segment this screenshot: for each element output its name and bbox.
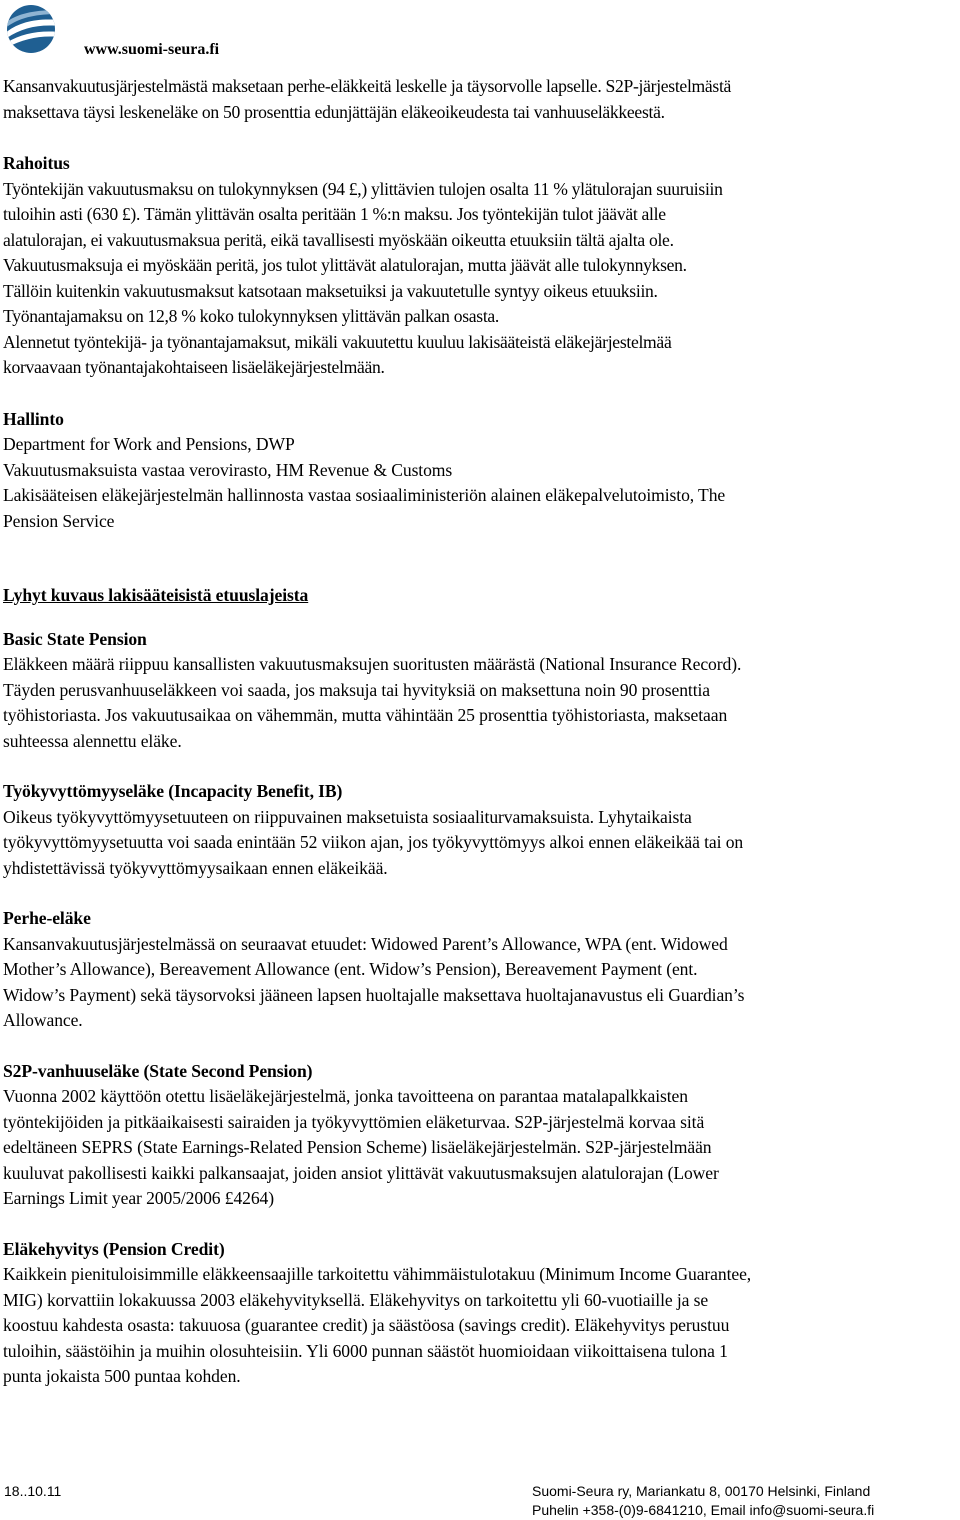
text-line: Kansanvakuutusjärjestelmästä maksetaan perhe-eläkkeitä leskelle ja täysorvolle lapselle. S2P-järjestelmästä: [3, 76, 732, 96]
s2p-heading: S2P-vanhuuseläke (State Second Pension): [3, 1060, 313, 1081]
hallinto-heading: Hallinto: [3, 408, 64, 429]
site-url: www.suomi-seura.fi: [84, 41, 220, 58]
text-line: suhteessa alennettu eläke.: [3, 730, 182, 751]
text-line: Oikeus työkyvyttömyysetuuteen on riippuvainen maksetuista sosiaaliturvamaksuista. Lyhytaikaista: [3, 806, 692, 827]
text-line: Vakuutusmaksuja ei myöskään peritä, jos tulot ylittävät alatulorajan, mutta jäävät alle tulokynnyksen.: [3, 255, 687, 275]
basic-state-pension-heading: Basic State Pension: [3, 628, 147, 649]
suomi-seura-logo-icon: [6, 4, 56, 54]
text-line: työhistoriasta. Jos vakuutusaikaa on vähemmän, mutta vähintään 25 prosenttia työhistoriasta, maksetaan: [3, 705, 728, 725]
text-line: Allowance.: [3, 1010, 83, 1030]
family-pension-paragraph: [3, 932, 953, 1034]
text-line: Vuonna 2002 käyttöön otettu lisäeläkejärjestelmä, jonka tavoitteena on parantaa matalapalkkaisten: [3, 1086, 688, 1106]
intro-paragraph: [3, 74, 953, 125]
text-line: Kansanvakuutusjärjestelmässä on seuraavat etuudet: Widowed Parent’s Allowance, WPA (ent. Widowed: [3, 933, 728, 954]
text-line: Kaikkein pienituloisimmille eläkkeensaajille tarkoitettu vähimmäistulotakuu (Minimum Income Guarantee,: [3, 1264, 752, 1284]
text-line: Eläkkeen määrä riippuu kansallisten vakuutusmaksujen suoritusten määrästä (National Insurance Record).: [3, 654, 742, 674]
text-line: Työnantajamaksu on 12,8 % koko tulokynnyksen ylittävän palkan osasta.: [3, 306, 500, 326]
basic-state-pension-paragraph: [3, 652, 953, 754]
family-pension-heading: Perhe-eläke: [3, 908, 91, 928]
text-line: työkyvyttömyysetuutta voi saada enintään 52 viikon ajan, jos työkyvyttömyys alkoi ennen eläkeikää tai on: [3, 832, 744, 852]
footer-date: 18..10.11: [4, 1483, 62, 1499]
text-line: MIG) korvattiin lokakuussa 2003 eläkehyvityksellä. Eläkehyvitys on tarkoitettu yli 60-vuotiaille ja se: [3, 1289, 709, 1310]
text-line: Lakisääteisen eläkejärjestelmän hallinnosta vastaa sosiaaliministeriön alainen eläkepalvelutoimisto, The: [3, 485, 726, 505]
text-line: Täyden perusvanhuuseläkkeen voi saada, jos maksuja tai hyvityksiä on maksettuna noin 90 prosenttia: [3, 679, 710, 700]
benefits-section-title: Lyhyt kuvaus lakisääteisistä etuuslajeista: [3, 585, 309, 605]
text-line: yhdistettävissä työkyvyttömyysaikaan ennen eläkeikää.: [3, 857, 388, 878]
text-line: Department for Work and Pensions, DWP: [3, 434, 295, 454]
footer-address: Suomi-Seura ry, Mariankatu 8, 00170 Helsinki, Finland: [532, 1483, 871, 1499]
text-line: Työntekijän vakuutusmaksu on tulokynnyksen (94 £,) ylittävien tulojen osalta 11 % ylätulorajan suuruisiin: [3, 178, 723, 199]
text-line: Earnings Limit year 2005/2006 £4264): [3, 1188, 275, 1208]
page-footer: [0, 1480, 960, 1520]
text-line: Mother’s Allowance), Bereavement Allowance (ent. Widow’s Pension), Bereavement Payment (ent.: [3, 959, 698, 979]
rahoitus-paragraph: [3, 177, 953, 381]
incapacity-benefit-paragraph: [3, 805, 953, 882]
footer-contact: Puhelin +358-(0)9-6841210, Email info@suomi-seura.fi: [532, 1502, 875, 1518]
hallinto-paragraph: [3, 432, 953, 534]
pension-credit-paragraph: [3, 1262, 953, 1390]
rahoitus-heading: Rahoitus: [3, 153, 70, 173]
text-line: tuloihin, säästöihin ja muihin olosuhteisiin. Yli 6000 punnan säästöt huomioidaan viikoittaisena tulona 1: [3, 1340, 728, 1361]
text-line: korvaavaan työnantajakohtaiseen lisäeläkejärjestelmään.: [3, 357, 385, 377]
text-line: Tällöin kuitenkin vakuutusmaksut katsotaan maksetuiksi ja vakuutetulle syntyy oikeus etuuksiin.: [3, 280, 658, 301]
text-line: Alennetut työntekijä- ja työnantajamaksut, mikäli vakuutettu kuuluu lakisääteistä eläkejärjestelmää: [3, 331, 672, 352]
text-line: punta jokaista 500 puntaa kohden.: [3, 1366, 241, 1386]
text-line: tuloihin asti (630 £). Tämän ylittävän osalta peritään 1 %:n maksu. Jos työntekijän tulot jäävät alle: [3, 204, 666, 224]
page-header: [6, 4, 236, 60]
text-line: koostuu kahdesta osasta: takuuosa (guarantee credit) ja säästöosa (savings credit). Eläkehyvitys perustuu: [3, 1315, 730, 1335]
text-line: maksettava täysi leskeneläke on 50 prosenttia edunjättäjän eläkeoikeudesta tai vanhuuseläkkeestä.: [3, 101, 665, 122]
text-line: kuuluvat pakollisesti kaikki palkansaajat, joiden ansiot ylittävät vakuutusmaksujen alatulorajan (Lower: [3, 1162, 719, 1183]
text-line: Widow’s Payment) sekä täysorvoksi jääneen lapsen huoltajalle maksettava huoltajanavustus eli Guardian’s: [3, 984, 745, 1005]
pension-credit-heading: Eläkehyvitys (Pension Credit): [3, 1238, 225, 1259]
text-line: Vakuutusmaksuista vastaa verovirasto, HM Revenue & Customs: [3, 459, 453, 480]
text-line: alatulorajan, ei vakuutusmaksua peritä, eikä tavallisesti myöskään oikeutta etuuksiin tältä ajalta ole.: [3, 229, 674, 250]
incapacity-benefit-heading: Työkyvyttömyyseläke (Incapacity Benefit, IB): [3, 781, 343, 801]
text-line: Pension Service: [3, 510, 115, 531]
text-line: edeltäneen SEPRS (State Earnings-Related Pension Scheme) lisäeläkejärjestelmän. S2P-järjestelmään: [3, 1137, 712, 1157]
text-line: työntekijöiden ja pitkäaikaisesti sairaiden ja työkyvyttömien eläketurvaa. S2P-järjestelmä korvaa sitä: [3, 1111, 705, 1132]
s2p-paragraph: [3, 1084, 953, 1212]
document-body: [3, 74, 953, 1390]
